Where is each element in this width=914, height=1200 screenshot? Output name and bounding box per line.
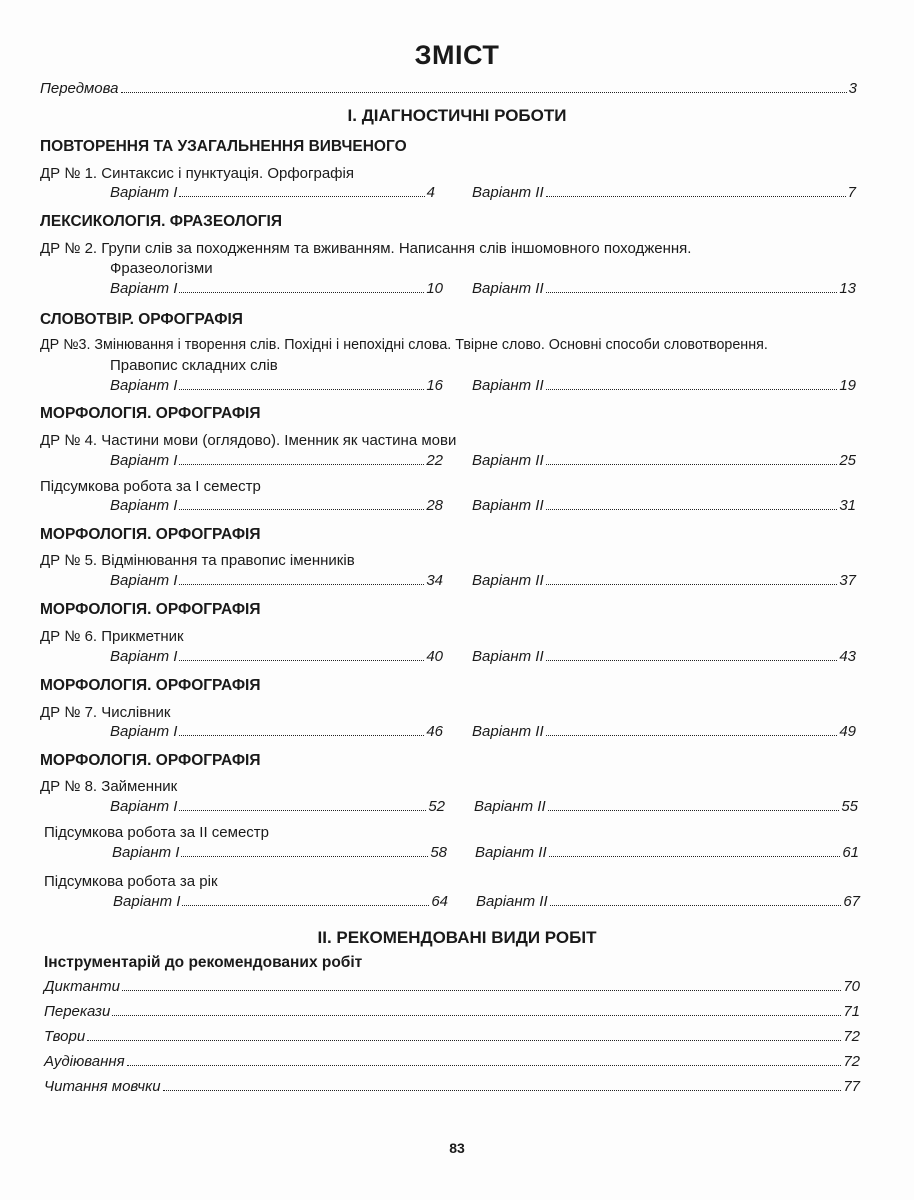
variant-label: Варіант І — [110, 452, 178, 469]
variant-page: 37 — [839, 572, 856, 589]
toc-entry-label: Твори — [44, 1028, 86, 1045]
variant-page: 43 — [839, 648, 856, 665]
variant-2-entry — [476, 892, 860, 911]
toc-entry-label: Передмова — [40, 80, 119, 97]
group-heading: СЛОВОТВІР. ОРФОГРАФІЯ — [40, 311, 243, 328]
variant-1-entry — [110, 797, 445, 816]
variant-1-entry — [110, 496, 443, 515]
toc-item-line: ДР №3. Змінювання і творення слів. Похідні і непохідні слова. Твірне слово. Основні способи словотворення. — [40, 337, 768, 353]
variant-page: 22 — [426, 452, 443, 469]
dot-leader — [179, 508, 424, 510]
dot-leader — [179, 734, 424, 736]
variant-2-entry — [472, 183, 856, 202]
variant-2-entry — [472, 496, 856, 515]
variant-label: Варіант І — [110, 723, 178, 740]
toc-entry-label: Читання мовчки — [44, 1078, 161, 1095]
toc-entry-page: 72 — [843, 1053, 860, 1070]
toc-entry-page: 72 — [843, 1028, 860, 1045]
toc-item-line: ДР № 6. Прикметник — [40, 628, 184, 645]
variant-page: 40 — [426, 648, 443, 665]
group-heading: МОРФОЛОГІЯ. ОРФОГРАФІЯ — [40, 601, 261, 618]
page-number: 83 — [449, 1140, 465, 1156]
dot-leader — [546, 734, 838, 736]
group-heading: ПОВТОРЕННЯ ТА УЗАГАЛЬНЕННЯ ВИВЧЕНОГО — [40, 138, 407, 155]
variant-page: 19 — [839, 377, 856, 394]
dot-leader — [546, 659, 838, 661]
variant-label: Варіант ІІ — [472, 648, 544, 665]
variant-2-entry — [472, 451, 856, 470]
variant-page: 52 — [428, 798, 445, 815]
group-heading: ЛЕКСИКОЛОГІЯ. ФРАЗЕОЛОГІЯ — [40, 213, 282, 230]
dot-leader — [179, 583, 424, 585]
variant-page: 25 — [839, 452, 856, 469]
variant-page: 58 — [430, 844, 447, 861]
dot-leader — [546, 195, 846, 197]
variant-1-entry — [110, 571, 443, 590]
variant-label: Варіант ІІ — [472, 723, 544, 740]
variant-1-entry — [110, 647, 443, 666]
dot-leader — [550, 904, 842, 906]
group-heading: МОРФОЛОГІЯ. ОРФОГРАФІЯ — [40, 752, 261, 769]
toc-entry-page: 71 — [843, 1003, 860, 1020]
dot-leader — [181, 855, 428, 857]
variant-1-entry — [110, 183, 435, 202]
variant-label: Варіант ІІ — [472, 184, 544, 201]
dot-leader — [546, 583, 838, 585]
variant-page: 55 — [841, 798, 858, 815]
dot-leader — [179, 463, 424, 465]
variant-page: 34 — [426, 572, 443, 589]
variant-page: 61 — [842, 844, 859, 861]
toc-item-line: Фразеологізми — [110, 260, 213, 277]
variant-label: Варіант ІІ — [472, 452, 544, 469]
variant-label: Варіант І — [112, 844, 180, 861]
toc-item-line: Правопис складних слів — [110, 357, 278, 374]
toc-item-line: Підсумкова робота за І семестр — [40, 478, 261, 495]
variant-page: 13 — [839, 280, 856, 297]
toc-item-line: ДР № 5. Відмінювання та правопис іменників — [40, 552, 355, 569]
toc-item-line: ДР № 7. Числівник — [40, 704, 171, 721]
variant-label: Варіант І — [110, 798, 178, 815]
variant-page: 49 — [839, 723, 856, 740]
variant-2-entry — [474, 797, 858, 816]
toc-entry-page: 77 — [843, 1078, 860, 1095]
variant-page: 7 — [847, 184, 856, 201]
dot-leader — [179, 388, 424, 390]
toc-item-line: Підсумкова робота за ІІ семестр — [44, 824, 269, 841]
variant-label: Варіант ІІ — [472, 280, 544, 297]
variant-2-entry — [475, 843, 859, 862]
toc-item-line: ДР № 8. Займенник — [40, 778, 178, 795]
toc-entry-page: 3 — [848, 80, 857, 97]
variant-label: Варіант ІІ — [474, 798, 546, 815]
variant-label: Варіант І — [110, 280, 178, 297]
dot-leader — [546, 291, 838, 293]
dot-leader — [87, 1039, 841, 1041]
dot-leader — [179, 291, 424, 293]
variant-page: 64 — [431, 893, 448, 910]
variant-1-entry — [113, 892, 448, 911]
dot-leader — [112, 1014, 841, 1016]
variant-label: Варіант ІІ — [472, 377, 544, 394]
dot-leader — [546, 463, 838, 465]
variant-label: Варіант ІІ — [475, 844, 547, 861]
variant-page: 46 — [426, 723, 443, 740]
variant-page: 67 — [843, 893, 860, 910]
variant-label: Варіант І — [113, 893, 181, 910]
dot-leader — [549, 855, 841, 857]
group-heading: МОРФОЛОГІЯ. ОРФОГРАФІЯ — [40, 405, 261, 422]
dot-leader — [546, 388, 838, 390]
dot-leader — [122, 989, 841, 991]
dot-leader — [179, 659, 424, 661]
group-heading: Інструментарій до рекомендованих робіт — [44, 954, 363, 971]
dot-leader — [127, 1064, 842, 1066]
variant-1-entry — [110, 279, 443, 298]
toc-entry-label: Диктанти — [44, 978, 120, 995]
variant-page: 16 — [426, 377, 443, 394]
variant-1-entry — [110, 376, 443, 395]
toc-entry-label: Перекази — [44, 1003, 111, 1020]
variant-2-entry — [472, 279, 856, 298]
dot-leader — [121, 91, 847, 93]
toc-item-line: ДР № 4. Частини мови (оглядово). Іменник як частина мови — [40, 432, 457, 449]
dot-leader — [179, 195, 424, 197]
toc-entry — [44, 1077, 860, 1096]
group-heading: МОРФОЛОГІЯ. ОРФОГРАФІЯ — [40, 677, 261, 694]
section-title-recommended: ІІ. РЕКОМЕНДОВАНІ ВИДИ РОБІТ — [317, 928, 597, 947]
dot-leader — [548, 809, 840, 811]
variant-1-entry — [110, 451, 443, 470]
toc-entry-preface — [40, 79, 857, 98]
toc-entry — [44, 977, 860, 996]
variant-label: Варіант І — [110, 648, 178, 665]
page-title: ЗМІСТ — [414, 40, 500, 70]
variant-2-entry — [472, 376, 856, 395]
variant-2-entry — [472, 722, 856, 741]
toc-entry-label: Аудіювання — [44, 1053, 125, 1070]
toc-entry — [44, 1002, 860, 1021]
toc-item-line: ДР № 2. Групи слів за походженням та вживанням. Написання слів іншомовного походження. — [40, 240, 692, 257]
variant-2-entry — [472, 571, 856, 590]
variant-label: Варіант ІІ — [472, 572, 544, 589]
toc-item-line: Підсумкова робота за рік — [44, 873, 218, 890]
dot-leader — [163, 1089, 842, 1091]
section-title-diagnostic: І. ДІАГНОСТИЧНІ РОБОТИ — [347, 106, 567, 125]
variant-page: 28 — [426, 497, 443, 514]
variant-label: Варіант ІІ — [472, 497, 544, 514]
dot-leader — [179, 809, 426, 811]
variant-label: Варіант І — [110, 497, 178, 514]
variant-label: Варіант І — [110, 377, 178, 394]
variant-page: 10 — [426, 280, 443, 297]
variant-label: Варіант І — [110, 184, 178, 201]
dot-leader — [182, 904, 429, 906]
toc-entry — [44, 1052, 860, 1071]
variant-page: 31 — [839, 497, 856, 514]
dot-leader — [546, 508, 838, 510]
group-heading: МОРФОЛОГІЯ. ОРФОГРАФІЯ — [40, 526, 261, 543]
variant-page: 4 — [426, 184, 435, 201]
variant-1-entry — [112, 843, 447, 862]
toc-entry-page: 70 — [843, 978, 860, 995]
toc-entry — [44, 1027, 860, 1046]
variant-2-entry — [472, 647, 856, 666]
variant-1-entry — [110, 722, 443, 741]
variant-label: Варіант ІІ — [476, 893, 548, 910]
variant-label: Варіант І — [110, 572, 178, 589]
toc-item-line: ДР № 1. Синтаксис і пунктуація. Орфографія — [40, 165, 354, 182]
